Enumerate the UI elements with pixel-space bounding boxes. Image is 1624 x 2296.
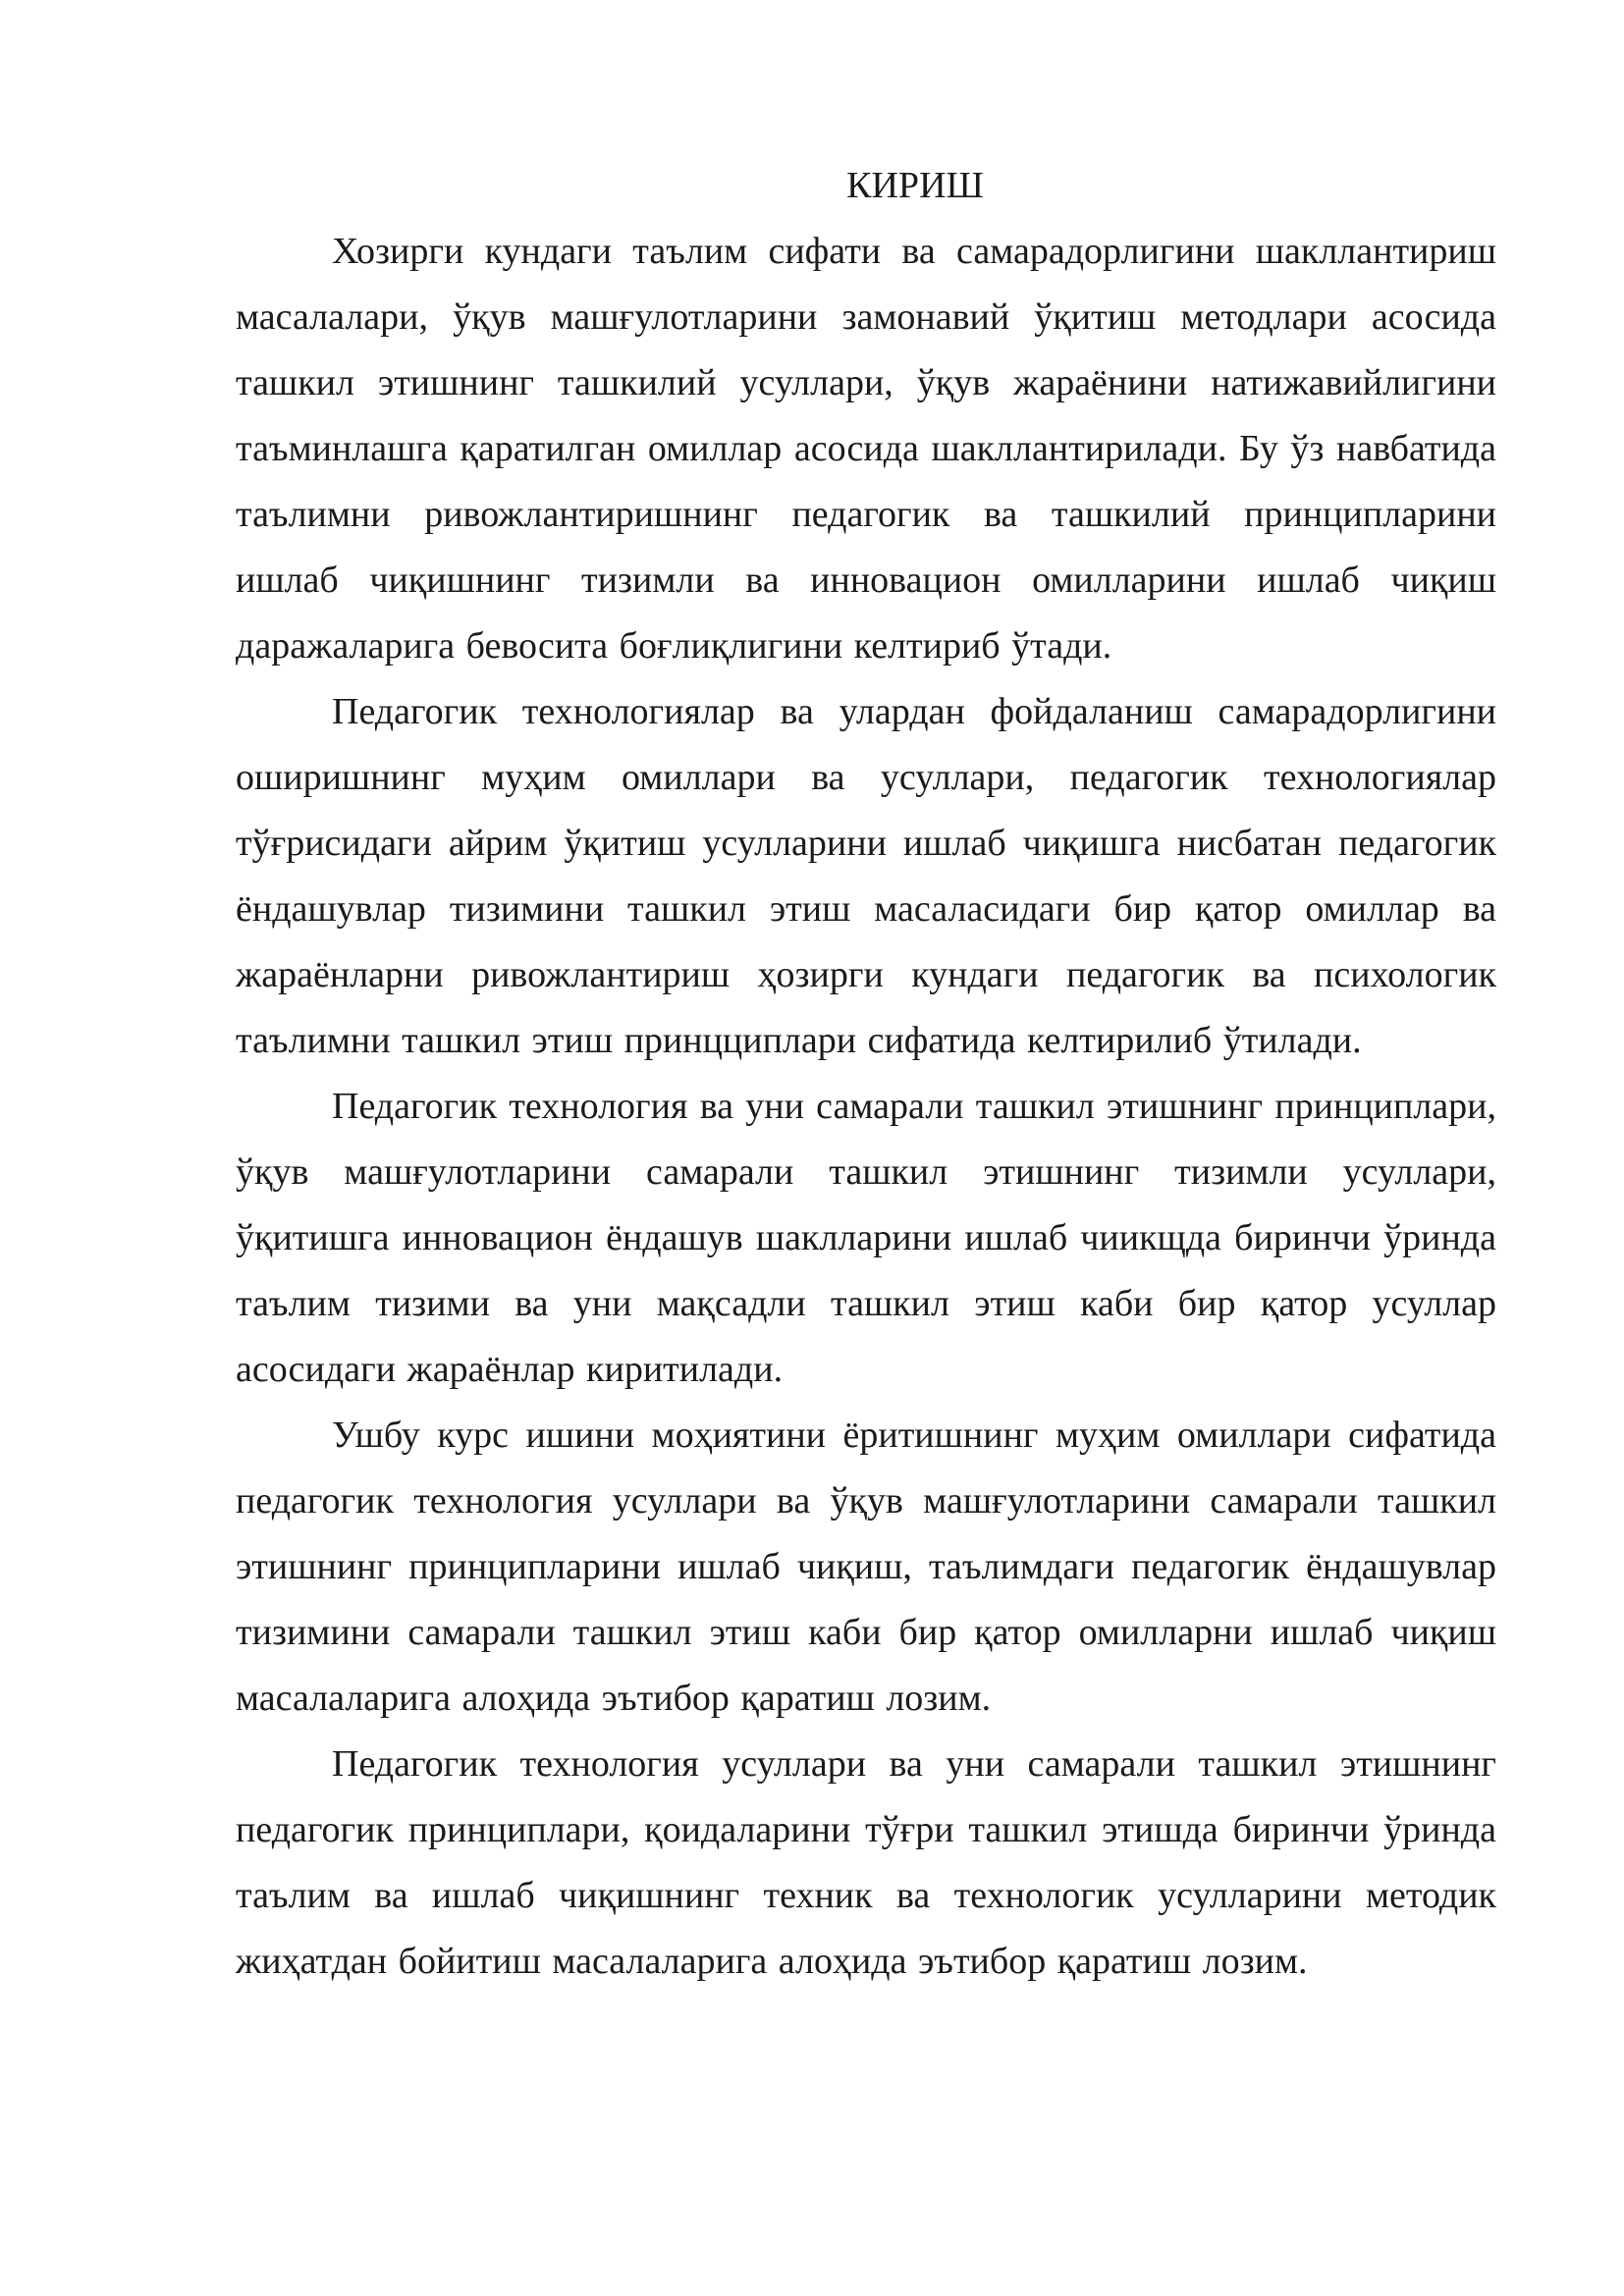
paragraph-3: Педагогик технология ва уни самарали ташкил этишнинг принциплари, ўқув машғулотларини самарали ташкил этишнинг тизимли усуллари, ўқитишга инновацион ёндашув шаклларини ишлаб чиикщда биринчи ўринда таълим тизими ва уни мақсадли ташкил этиш каби бир қатор усуллар асосидаги жараёнлар киритилади. (236, 1086, 1496, 1390)
paragraph-5: Педагогик технология усуллари ва уни самарали ташкил этишнинг педагогик принциплари, қоидаларини тўғри ташкил этишда биринчи ўринда таълим ва ишлаб чиқишнинг техник ва технологик усулларини методик жиҳатдан бойитиш масалаларига алоҳида эътибор қаратиш лозим. (236, 1743, 1496, 1982)
paragraph-4: Ушбу курс ишини моҳиятини ёритишнинг муҳим омиллари сифатида педагогик технология усуллари ва ўқув машғулотларини самарали ташкил этишнинг принципларини ишлаб чиқиш, таълимдаги педагогик ёндашувлар тизимини самарали ташкил этиш каби бир қатор омилларни ишлаб чиқиш масалаларига алоҳида эътибор қаратиш лозим. (236, 1415, 1496, 1719)
paragraph-1: Хозирги кундаги таълим сифати ва самарадорлигини шакллантириш масалалари, ўқув машғулотларини замонавий ўқитиш методлари асосида ташкил этишнинг ташкилий усуллари, ўқув жараёнини натижавийлигини таъминлашга қаратилган омиллар асосида шакллантирилади. Бу ўз навбатида таълимни ривожлантиришнинг педагогик ва ташкилий принципларини ишлаб чиқишнинг тизимли ва инновацион омилларини ишлаб чиқиш даражаларига бевосита боғлиқлигини келтириб ўтади. (236, 231, 1496, 667)
document-body (236, 153, 1496, 1995)
section-heading: КИРИШ (846, 165, 984, 206)
paragraph-2: Педагогик технологиялар ва улардан фойдаланиш самарадорлигини оширишнинг муҳим омиллари ва усуллари, педагогик технологиялар тўғрисидаги айрим ўқитиш усулларини ишлаб чиқишга нисбатан педагогик ёндашувлар тизимини ташкил этиш масаласидаги бир қатор омиллар ва жараёнларни ривожлантириш ҳозирги кундаги педагогик ва психологик таълимни ташкил этиш принцциплари сифатида келтирилиб ўтилади. (236, 691, 1496, 1061)
